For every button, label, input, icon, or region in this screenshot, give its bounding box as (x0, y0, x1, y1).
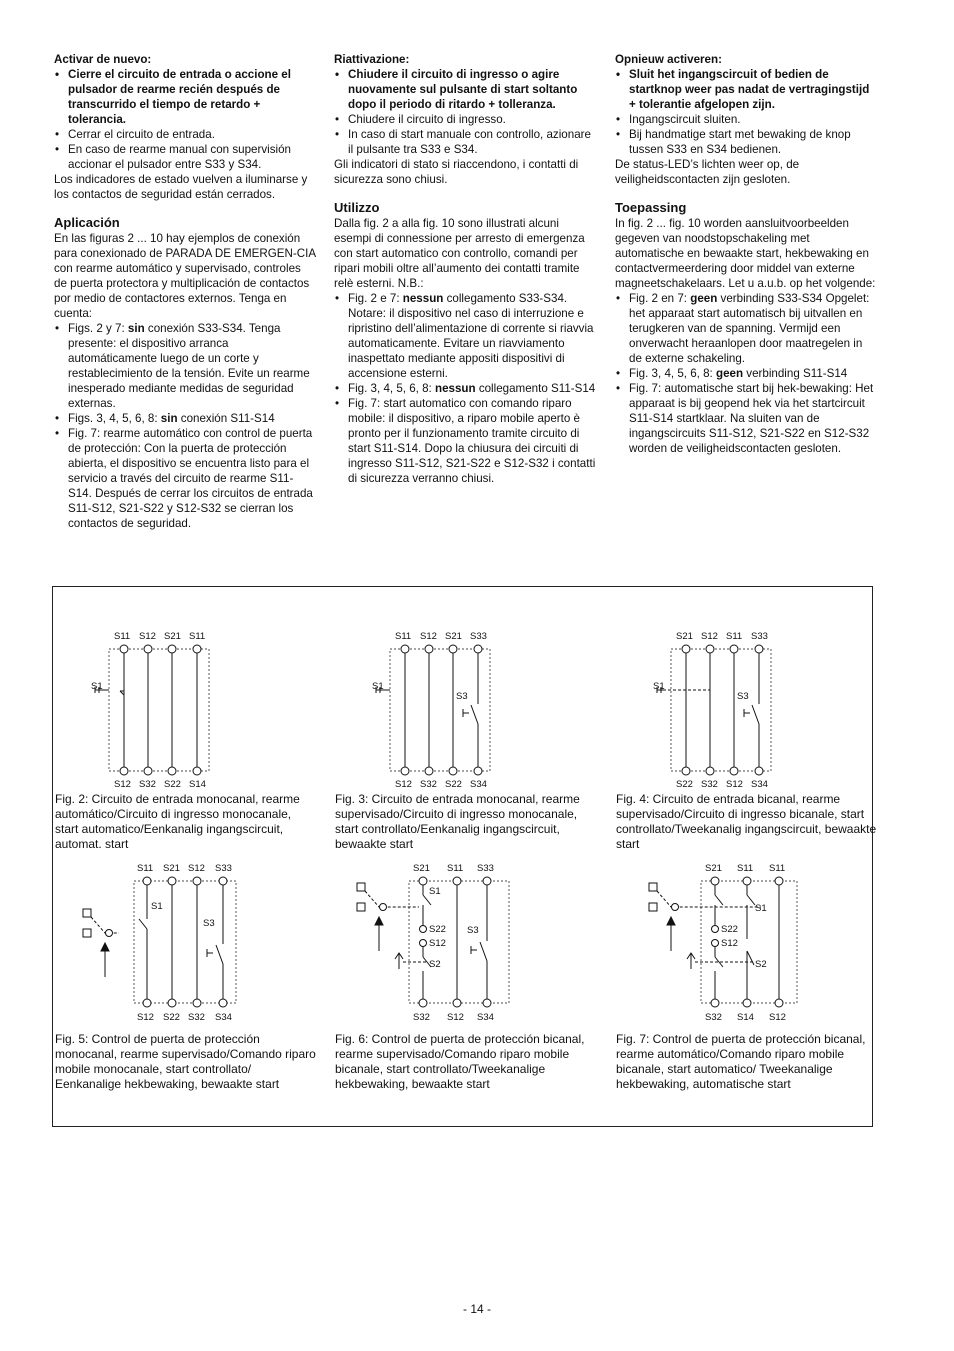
switch-label: S1 (653, 681, 665, 692)
figure-5-caption: Fig. 5: Control de puerta de protección monocanal, rearme supervisado/Comando riparo mobile monocanale, start controllato/ Eenkanalige hekbewaking, bewaakte start (55, 1032, 316, 1091)
section-intro: En las figuras 2 ... 10 hay ejemplos de conexión para conexionado de PARADA DE EMERGEN-CIA con rearme automático y supervisado, controles de puerta protectora y multiplicación de contactos por medio de contactores externos. Tenga en cuenta: (54, 232, 316, 320)
list-item: • Bij handmatige start met bewaking de knop tussen S33 en S34 bedienen. (615, 127, 877, 157)
reactivate-heading: Activar de nuevo: (54, 53, 152, 66)
reactivate-list (615, 67, 877, 157)
terminal-label: S11 (114, 631, 131, 642)
terminal-label: S12 (447, 1012, 464, 1023)
terminal-label: S22 (445, 779, 462, 790)
switch-label: S2 (429, 959, 441, 970)
terminal-label: S34 (477, 1012, 494, 1023)
list-item: • En caso de rearme manual con supervisión accionar el pulsador entre S33 y S34. (54, 142, 316, 172)
terminal-label: S22 (164, 779, 181, 790)
switch-label: S1 (151, 901, 163, 912)
terminal-label: S12 (137, 1012, 154, 1023)
terminal-label: S11 (137, 863, 154, 874)
page-number: - 14 - (462, 1302, 491, 1316)
figure-7-diagram (643, 859, 823, 1027)
terminal-label: S12 (188, 863, 205, 874)
section-intro: In fig. 2 ... fig. 10 worden aansluitvoorbeelden gegeven van noodstopschakeling met automatische en bewaakte start, hekbewaking en contactvermeerdering door middel van externe magneetschakelaars. Let u a.u.b. op het volgende: (615, 217, 876, 290)
terminal-label: S32 (413, 1012, 430, 1023)
figure-4-caption: Fig. 4: Circuito de entrada bicanal, rearme supervisado/Circuito di ingresso bicanale, start controllato/Tweekanalig ingangscircuit, bewaakte start (616, 792, 877, 851)
list-item: • Ingangscircuit sluiten. (615, 112, 877, 127)
terminal-label: S32 (701, 779, 718, 790)
terminal-label: S34 (470, 779, 487, 790)
figure-6-diagram (351, 859, 531, 1027)
application-list (54, 321, 316, 531)
terminal-label: S33 (470, 631, 487, 642)
switch-label: S3 (737, 691, 749, 702)
terminal-label: S33 (215, 863, 232, 874)
terminal-label: S21 (164, 631, 181, 642)
reactivate-heading: Opnieuw activeren: (615, 53, 722, 66)
figure-4-diagram (649, 629, 809, 794)
switch-label: S1 (372, 681, 384, 692)
terminal-label: S12 (420, 631, 437, 642)
section-heading: Toepassing (615, 200, 687, 215)
status-text: Los indicadores de estado vuelven a iluminarse y los contactos de seguridad están cerrados. (54, 173, 308, 201)
terminal-label: S14 (737, 1012, 754, 1023)
application-list (334, 291, 596, 486)
list-item: • Chiudere il circuito di ingresso o agire nuovamente sul pulsante di start soltanto dopo il periodo di ritardo + tolleranza. (334, 67, 596, 112)
figure-7-caption: Fig. 7: Control de puerta de protección bicanal, rearme automático/Comando riparo mobile bicanale, start automatico/ Tweekanalige hekbewaking, automatische start (616, 1032, 866, 1091)
figure-3-caption: Fig. 3: Circuito de entrada monocanal, rearme supervisado/Circuito di ingresso monocanale, start controllato/Eenkanalig ingangscircuit, bewaakte start (335, 792, 580, 851)
terminal-label: S32 (420, 779, 437, 790)
terminal-label: S22 (676, 779, 693, 790)
terminal-label: S21 (705, 863, 722, 874)
list-item: • Sluit het ingangscircuit of bedien de startknop weer pas nadat de vertragingstijd + tolerantie afgelopen zijn. (615, 67, 877, 112)
terminal-label: S32 (705, 1012, 722, 1023)
terminal-label: S21 (413, 863, 430, 874)
terminal-label: S14 (189, 779, 206, 790)
list-item: • Figs. 2 y 7: sin conexión S33-S34. Tenga presente: el dispositivo arranca automáticamente luego de un corte y restablecimiento de la tensión. Evite un rearme inesperado mediante medidas de seguridad externas. (54, 321, 316, 411)
terminal-label: S21 (163, 863, 180, 874)
switch-label: S12 (429, 938, 446, 949)
list-item: • Chiudere il circuito di ingresso. (334, 112, 596, 127)
figure-2-caption: Fig. 2: Circuito de entrada monocanal, rearme automático/Circuito di ingresso monocanale, start automatico/Eenkanalig ingangscircuit, automat. start (55, 792, 300, 851)
terminal-label: S11 (447, 863, 464, 874)
terminal-label: S33 (477, 863, 494, 874)
list-item: • In caso di start manuale con controllo, azionare il pulsante tra S33 e S34. (334, 127, 596, 157)
terminal-label: S32 (188, 1012, 205, 1023)
terminal-label: S11 (769, 863, 786, 874)
reactivate-list (334, 67, 596, 157)
terminal-label: S12 (139, 631, 156, 642)
switch-label: S3 (456, 691, 468, 702)
section-heading: Aplicación (54, 215, 120, 230)
terminal-label: S11 (189, 631, 206, 642)
column-dutch (615, 52, 877, 456)
switch-label: S2 (755, 959, 767, 970)
list-item: • Fig. 7: start automatico con comando riparo mobile: il dispositivo, a riparo mobile aperto è pronto per il funzionamento tramite circuito di start S11-S14. Dopo la chiusura dei circuiti di ingresso S11-S12, S21-S22 e S12-S32 i contatti di sicurezza verranno chiusi. (334, 396, 596, 486)
section-heading: Utilizzo (334, 200, 380, 215)
list-item: • Figs. 3, 4, 5, 6, 8: sin conexión S11-S14 (54, 411, 316, 426)
switch-label: S22 (429, 924, 446, 935)
terminal-label: S21 (676, 631, 693, 642)
figure-5-diagram (77, 859, 257, 1027)
terminal-label: S12 (701, 631, 718, 642)
list-item: • Fig. 7: rearme automático con control de puerta de protección: Con la puerta de protección abierta, el dispositivo se encuentra listo para el servicio a través del circuito de rearme S11-S14. Después de cerrar los circuitos de entrada S11-S12, S21-S22 y S12-S32 se cierran los contactos de seguridad. (54, 426, 316, 531)
terminal-label: S11 (737, 863, 754, 874)
status-text: Gli indicatori di stato si riaccendono, i contatti di sicurezza sono chiusi. (334, 158, 579, 186)
switch-label: S1 (755, 903, 767, 914)
terminal-label: S34 (751, 779, 768, 790)
reactivate-heading: Riattivazione: (334, 53, 410, 66)
figure-3-diagram (368, 629, 528, 794)
terminal-label: S12 (769, 1012, 786, 1023)
terminal-label: S33 (751, 631, 768, 642)
figures-box (52, 586, 877, 1127)
list-item: • Fig. 3, 4, 5, 6, 8: nessun collegamento S11-S14 (334, 381, 596, 396)
terminal-label: S11 (395, 631, 412, 642)
terminal-label: S12 (395, 779, 412, 790)
column-italian (334, 52, 596, 486)
terminal-label: S22 (163, 1012, 180, 1023)
application-list (615, 291, 877, 456)
status-text: De status-LED’s lichten weer op, de veiligheidscontacten zijn gesloten. (615, 158, 800, 186)
list-item: • Fig. 2 e 7: nessun collegamento S33-S34. Notare: il dispositivo nel caso di interruzione e ripristino dell’alimentazione di corrente si riavvia automaticamente. Evitare un riavviamento inaspettato mediante appositi dispositivi di accensione esterni. (334, 291, 596, 381)
switch-label: S12 (721, 938, 738, 949)
terminal-label: S12 (726, 779, 743, 790)
switch-label: S1 (429, 886, 441, 897)
terminal-label: S32 (139, 779, 156, 790)
figure-6-caption: Fig. 6: Control de puerta de protección bicanal, rearme supervisado/Comando riparo mobile bicanale, start controllato/Tweekanalige hekbewaking, bewaakte start (335, 1032, 585, 1091)
switch-label: S1 (91, 681, 103, 692)
list-item: • Fig. 3, 4, 5, 6, 8: geen verbinding S11-S14 (615, 366, 877, 381)
figure-2-diagram (87, 629, 247, 794)
list-item: • Cierre el circuito de entrada o accione el pulsador de rearme recién después de transcurrido el tiempo de retardo + tolerancia. (54, 67, 316, 127)
terminal-label: S34 (215, 1012, 232, 1023)
section-intro: Dalla fig. 2 a alla fig. 10 sono illustrati alcuni esempi di connessione per arresto di emergenza con start automatico con controllo, comandi per ripari mobili oltre all’aumento dei contatti tramite relè esterni. N.B.: (334, 217, 585, 290)
terminal-label: S12 (114, 779, 131, 790)
list-item: • Cerrar el circuito de entrada. (54, 127, 316, 142)
column-spanish (54, 52, 316, 531)
switch-label: S3 (203, 918, 215, 929)
reactivate-list (54, 67, 316, 172)
list-item: • Fig. 2 en 7: geen verbinding S33-S34 Opgelet: het apparaat start automatisch bij uitvallen en terugkeren van de spanning. Vermijd een onverwacht heraanlopen door maatregelen in de externe schakeling. (615, 291, 877, 366)
list-item: • Fig. 7: automatische start bij hek-bewaking: Het apparaat is bij geopend hek via het startcircuit S11-S14 startklaar. Na sluiten van de ingangscircuits S11-S12, S21-S22 en S12-S32 worden de veiligheidscontacten gesloten. (615, 381, 877, 456)
terminal-label: S21 (445, 631, 462, 642)
switch-label: S22 (721, 924, 738, 935)
switch-label: S3 (467, 925, 479, 936)
terminal-label: S11 (726, 631, 743, 642)
